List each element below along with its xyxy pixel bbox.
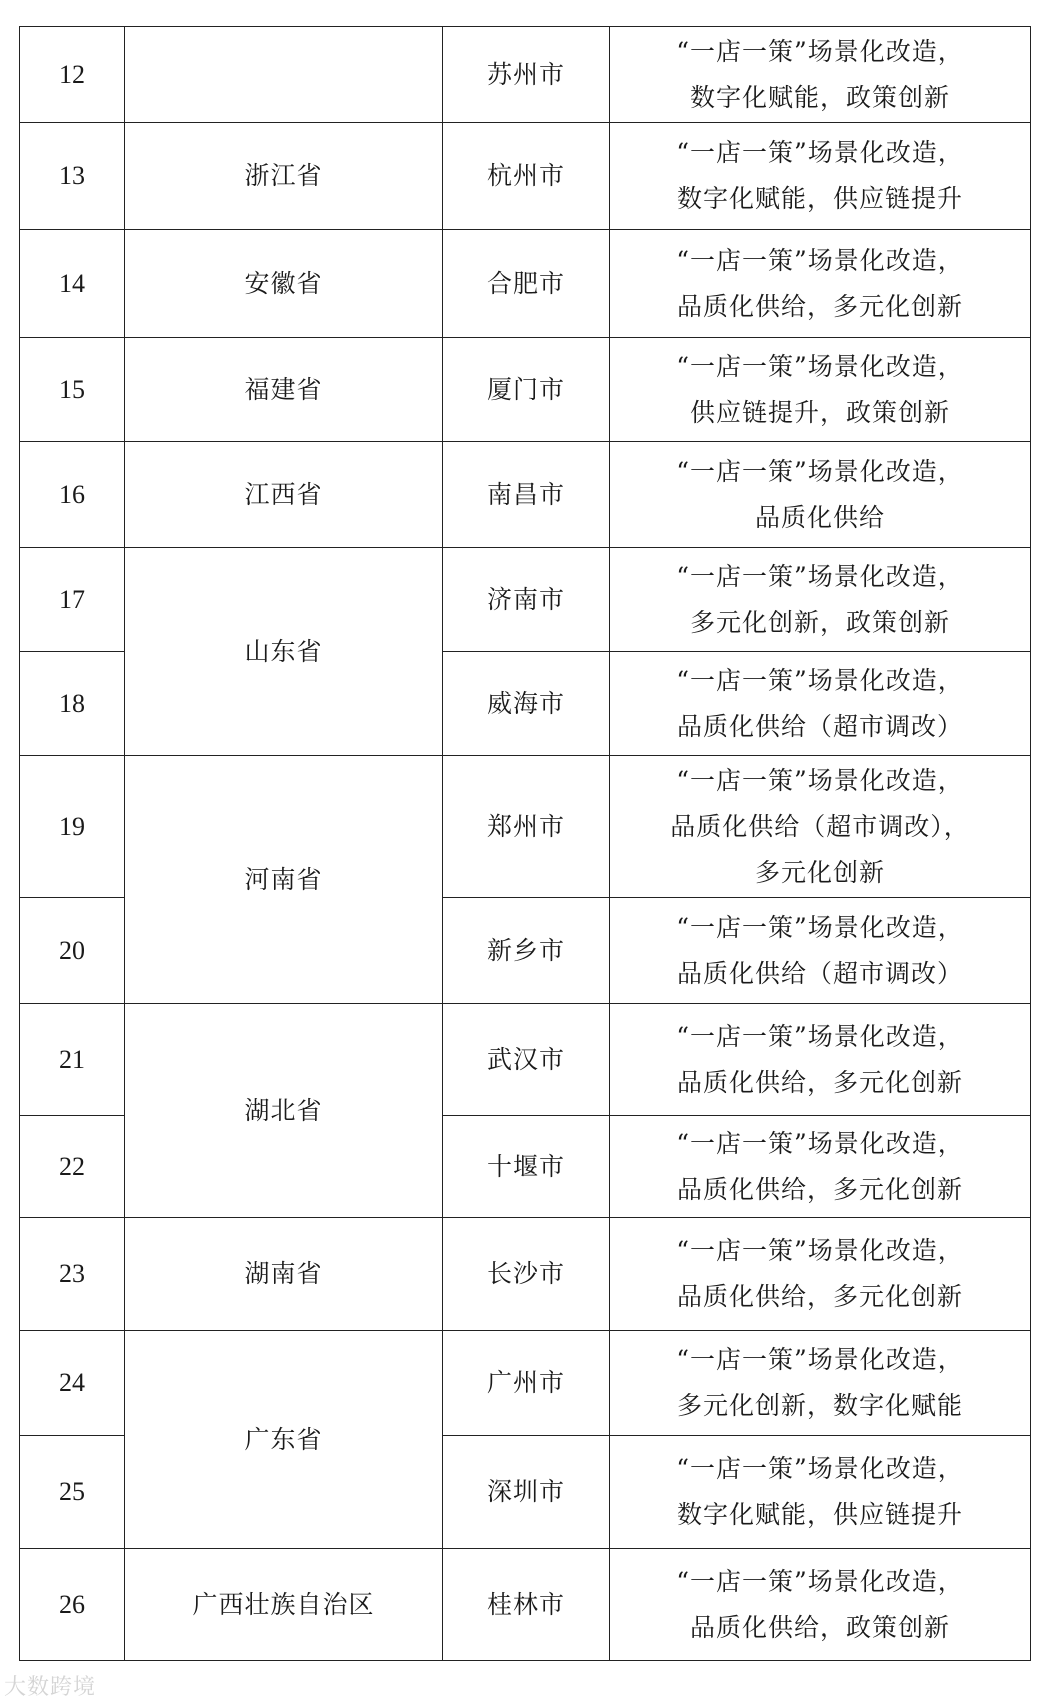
table-row [20,230,1031,338]
row-number: 17 [20,548,125,652]
measure-line: “一店一策”场景化改造， [676,245,964,275]
city-cell: 长沙市 [443,1218,610,1331]
measure-line: 品质化供给（超市调改）， [670,811,970,841]
row-number: 22 [20,1116,125,1218]
measure-line: “一店一策”场景化改造， [676,1345,964,1374]
province-cell: 广西壮族自治区 [125,1549,443,1661]
measures-cell [610,123,1031,230]
measure-line: “一店一策”场景化改造， [676,138,964,167]
measure-line: 品质化供给，多元化创新 [676,1174,963,1204]
measure-line: 多元化创新 [754,857,885,887]
measure-line: 品质化供给，多元化创新 [676,1067,963,1097]
row-number: 16 [20,442,125,548]
city-cell: 苏州市 [443,27,610,123]
measure-line: 品质化供给（超市调改） [676,958,963,988]
measure-line: 数字化赋能，供应链提升 [676,184,963,213]
measures-cell [610,27,1031,123]
row-number: 19 [20,756,125,898]
measure-line: “一店一策”场景化改造， [676,1128,964,1158]
province-cell: 湖南省 [125,1218,443,1331]
measure-line: “一店一策”场景化改造， [676,36,964,66]
city-cell: 十堰市 [443,1116,610,1218]
watermark: 大数跨境 [4,1675,97,1700]
measure-line: 品质化供给 [754,502,885,532]
measure-line: 数字化赋能，供应链提升 [676,1500,963,1529]
measure-line: “一店一策”场景化改造， [676,765,964,795]
row-number: 18 [20,652,125,756]
measures-cell [610,338,1031,442]
measure-line: “一店一策”场景化改造， [676,456,964,486]
measure-line: 品质化供给，多元化创新 [676,1282,963,1311]
measure-line: “一店一策”场景化改造， [676,351,964,381]
measure-line: “一店一策”场景化改造， [676,561,964,591]
table-row [20,756,1031,898]
measures-cell [610,1331,1031,1436]
table-row [20,442,1031,548]
row-number: 24 [20,1331,125,1436]
measure-line: 供应链提升，政策创新 [689,397,950,427]
province-cell: 山东省 [125,548,443,756]
measure-line: “一店一策”场景化改造， [676,1566,964,1596]
table-row [20,1004,1031,1116]
city-cell: 深圳市 [443,1436,610,1549]
measure-line: “一店一策”场景化改造， [676,1236,964,1265]
measures-cell [610,1004,1031,1116]
measures-cell [610,898,1031,1004]
measures-cell [610,1218,1031,1331]
measure-line: 多元化创新，数字化赋能 [676,1391,963,1420]
row-number: 12 [20,27,125,123]
row-number: 23 [20,1218,125,1331]
measure-line: “一店一策”场景化改造， [676,1454,964,1483]
table-row [20,27,1031,123]
measures-cell [610,1436,1031,1549]
measures-cell [610,230,1031,338]
table-row [20,1218,1031,1331]
province-cell [125,27,443,123]
city-cell: 武汉市 [443,1004,610,1116]
measures-cell [610,442,1031,548]
measures-cell [610,1549,1031,1661]
province-cell: 广东省 [125,1331,443,1549]
measure-line: 品质化供给，政策创新 [689,1612,950,1642]
measure-line: “一店一策”场景化改造， [676,665,964,695]
measure-line: 品质化供给（超市调改） [676,711,963,741]
city-cell: 厦门市 [443,338,610,442]
province-cell: 安徽省 [125,230,443,338]
city-cell: 南昌市 [443,442,610,548]
table-row [20,338,1031,442]
row-number: 14 [20,230,125,338]
row-number: 15 [20,338,125,442]
table-row [20,1331,1031,1436]
row-number: 13 [20,123,125,230]
measure-line: 多元化创新，政策创新 [689,607,950,637]
row-number: 21 [20,1004,125,1116]
table-row [20,1549,1031,1661]
city-cell: 济南市 [443,548,610,652]
table-row [20,548,1031,652]
measures-cell [610,548,1031,652]
pilot-city-table [19,26,1031,1661]
province-cell: 河南省 [125,756,443,1004]
table-row [20,123,1031,230]
city-cell: 广州市 [443,1331,610,1436]
city-cell: 郑州市 [443,756,610,898]
measures-cell [610,756,1031,898]
city-cell: 威海市 [443,652,610,756]
province-cell: 福建省 [125,338,443,442]
province-cell: 湖北省 [125,1004,443,1218]
province-cell: 浙江省 [125,123,443,230]
city-cell: 桂林市 [443,1549,610,1661]
measure-line: 数字化赋能，政策创新 [689,82,950,112]
measure-line: “一店一策”场景化改造， [676,1021,964,1051]
row-number: 25 [20,1436,125,1549]
measure-line: 品质化供给，多元化创新 [676,291,963,321]
measure-line: “一店一策”场景化改造， [676,912,964,942]
row-number: 26 [20,1549,125,1661]
measures-cell [610,652,1031,756]
measures-cell [610,1116,1031,1218]
row-number: 20 [20,898,125,1004]
city-cell: 新乡市 [443,898,610,1004]
province-cell: 江西省 [125,442,443,548]
city-cell: 杭州市 [443,123,610,230]
city-cell: 合肥市 [443,230,610,338]
